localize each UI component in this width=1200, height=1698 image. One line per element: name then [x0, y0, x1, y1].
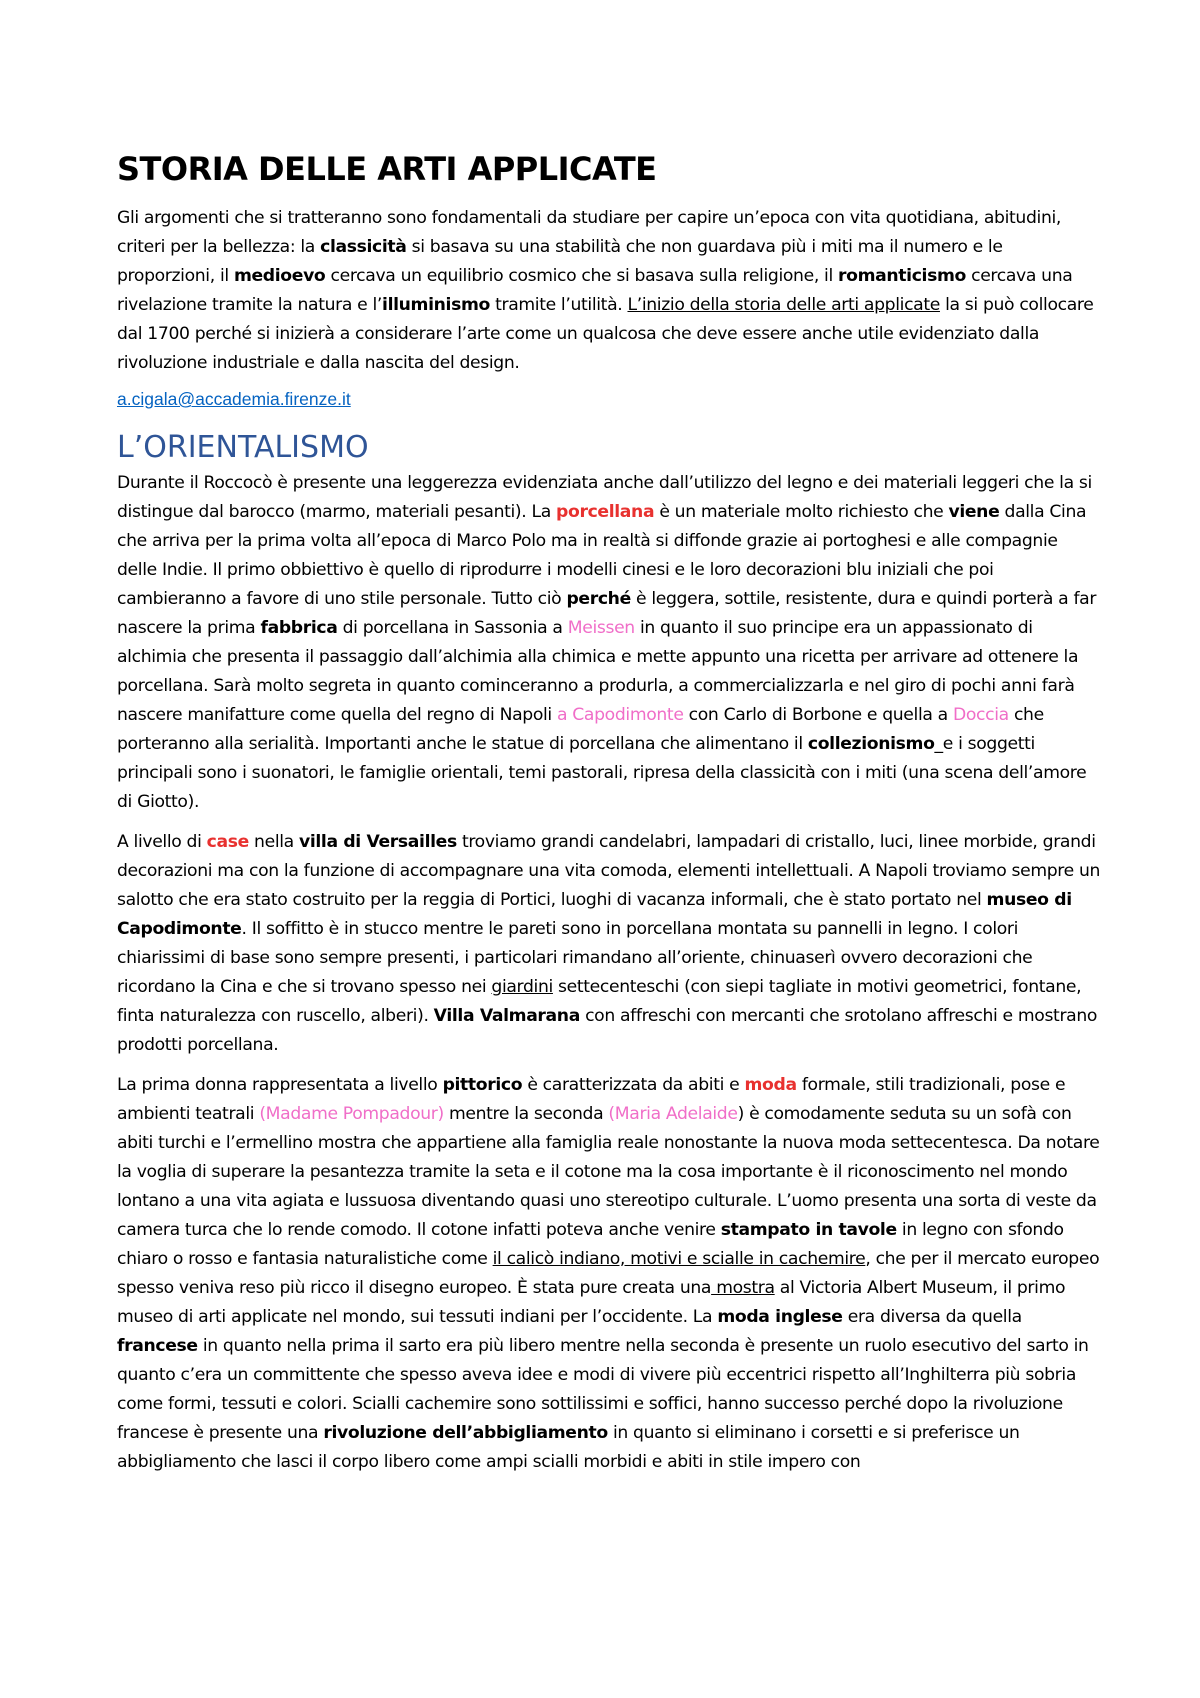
named-place: (Madame Pompadour)	[259, 1104, 444, 1124]
bold-term: viene	[948, 502, 1000, 522]
underlined-text: mostra	[711, 1278, 775, 1298]
bold-term: illuminismo	[382, 295, 490, 315]
highlighted-term: case	[206, 832, 249, 852]
section-heading: L’ORIENTALISMO	[117, 430, 369, 465]
bold-term: collezionismo	[807, 734, 935, 754]
bold-term: museo di Capodimonte	[117, 890, 1072, 939]
bold-term: francese	[117, 1336, 198, 1356]
bold-term: fabbrica	[260, 618, 338, 638]
bold-term: Villa Valmarana	[433, 1006, 580, 1026]
bold-term: classicità	[320, 237, 407, 257]
email-link[interactable]: a.cigala@accademia.firenze.it	[117, 389, 351, 409]
body-paragraph: A livello di case nella villa di Versailles troviamo grandi candelabri, lampadari di cristallo, luci, linee morbide, grandi decorazioni ma con la funzione di accompagnare una vita comoda, elementi intellettuali. A Napoli troviamo sempre un salotto che era stato costruito per la reggia di Portici, luoghi di vacanza informali, che è stato portato nel museo di Capodimonte. Il soffitto è in stucco mentre le pareti sono in porcellana montata su pannelli in legno. I colori chiarissimi di base sono sempre presenti, i particolari rimandano all’oriente, chinuaserì ovvero decorazioni che ricordano la Cina e che si trovano spesso nei giardini settecenteschi (con siepi tagliate in motivi geometrici, fontane, finta naturalezza con ruscello, alberi). Villa Valmarana con affreschi con mercanti che srotolano affreschi e mostrano prodotti porcellana.	[117, 832, 1101, 1055]
bold-term: moda inglese	[717, 1307, 843, 1327]
body-paragraph: La prima donna rappresentata a livello pittorico è caratterizzata da abiti e moda formale, stili tradizionali, pose e ambienti teatrali (Madame Pompadour) mentre la seconda (Maria Adelaide) è comodamente seduta su un sofà con abiti turchi e l’ermellino mostra che appartiene alla famiglia reale nonostante la nuova moda settecentesca. Da notare la voglia di superare la pesantezza tramite la seta e il cotone ma la cosa importante è il riconoscimento nel mondo lontano a una vita agiata e lussuosa diventando quasi uno stereotipo culturale. L’uomo presenta una sorta di veste da camera turca che lo rende comodo. Il cotone infatti poteva anche venire stampato in tavole in legno con sfondo chiaro o rosso e fantasia naturalistiche come il calicò indiano, motivi e scialle in cachemire, che per il mercato europeo spesso veniva reso più ricco il disegno europeo. È stata pure creata una mostra al Victoria Albert Museum, il primo museo di arti applicate nel mondo, sui tessuti indiani per l’occidente. La moda inglese era diversa da quella francese in quanto nella prima il sarto era più libero mentre nella seconda è presente un ruolo esecutivo del sarto in quanto c’era un committente che spesso aveva idee e modi di vivere più eccentrici rispetto all’Inghilterra più sobria come formi, tessuti e colori. Scialli cachemire sono sottilissimi e soffici, hanno successo perché dopo la rivoluzione francese è presente una rivoluzione dell’abbigliamento in quanto si eliminano i corsetti e si preferisce un abbigliamento che lasci il corpo libero come ampi scialli morbidi e abiti in stile impero con	[117, 1075, 1100, 1472]
bold-term: rivoluzione dell’abbigliamento	[323, 1423, 608, 1443]
body-paragraph: Durante il Roccocò è presente una leggerezza evidenziata anche dall’utilizzo del legno e dei materiali leggeri che la si distingue dal barocco (marmo, materiali pesanti). La porcellana è un materiale molto richiesto che viene dalla Cina che arriva per la prima volta all’epoca di Marco Polo ma in realtà si diffonde grazie ai portoghesi e alle compagnie delle Indie. Il primo obbiettivo è quello di riprodurre i modelli cinesi e le loro decorazioni blu iniziali che poi cambieranno a favore di uno stile personale. Tutto ciò perché è leggera, sottile, resistente, dura e quindi porterà a far nascere la prima fabbrica di porcellana in Sassonia a Meissen in quanto il suo principe era un appassionato di alchimia che presenta il passaggio dall’alchimia alla chimica e mette appunto una ricetta per arrivare ad ottenere la porcellana. Sarà molto segreta in quanto cominceranno a produrla, a commercializzarla e nel giro di pochi anni farà nascere manifatture come quella del regno di Napoli a Capodimonte con Carlo di Borbone e quella a Doccia che porteranno alla serialità. Importanti anche le statue di porcellana che alimentano il collezionismo_e i soggetti principali sono i suonatori, le famiglie orientali, temi pastorali, ripresa della classicità con i miti (una scena dell’amore di Giotto).	[117, 473, 1097, 812]
bold-term: pittorico	[442, 1075, 523, 1095]
bold-term: romanticismo	[838, 266, 966, 286]
bold-term: medioevo	[233, 266, 326, 286]
document-page	[117, 150, 1102, 1488]
named-place: Doccia	[952, 705, 1009, 725]
bold-term: stampato in tavole	[720, 1220, 897, 1240]
named-place: a Capodimonte	[556, 705, 684, 725]
named-place: Meissen	[567, 618, 635, 638]
highlighted-term: porcellana	[556, 502, 655, 522]
bold-term: perché	[566, 589, 631, 609]
intro-paragraph: Gli argomenti che si tratteranno sono fondamentali da studiare per capire un’epoca con vita quotidiana, abitudini, criteri per la bellezza: la classicità si basava su una stabilità che non guardava più i miti ma il numero e le proporzioni, il medioevo cercava un equilibrio cosmico che si basava sulla religione, il romanticismo cercava una rivelazione tramite la natura e l’illuminismo tramite l’utilità. L’inizio della storia delle arti applicate la si può collocare dal 1700 perché si inizierà a considerare l’arte come un qualcosa che deve essere anche utile evidenziato dalla rivoluzione industriale e dalla nascita del design.	[117, 208, 1094, 373]
document-title: STORIA DELLE ARTI APPLICATE	[117, 150, 657, 188]
underlined-text: il calicò indiano, motivi e scialle in cachemire	[492, 1249, 866, 1269]
named-place: (Maria Adelaide	[608, 1104, 738, 1124]
highlighted-term: moda	[744, 1075, 797, 1095]
underlined-text: giardini	[491, 977, 553, 997]
bold-term: villa di Versailles	[298, 832, 457, 852]
underlined-text: L’inizio della storia delle arti applicate	[627, 295, 940, 315]
